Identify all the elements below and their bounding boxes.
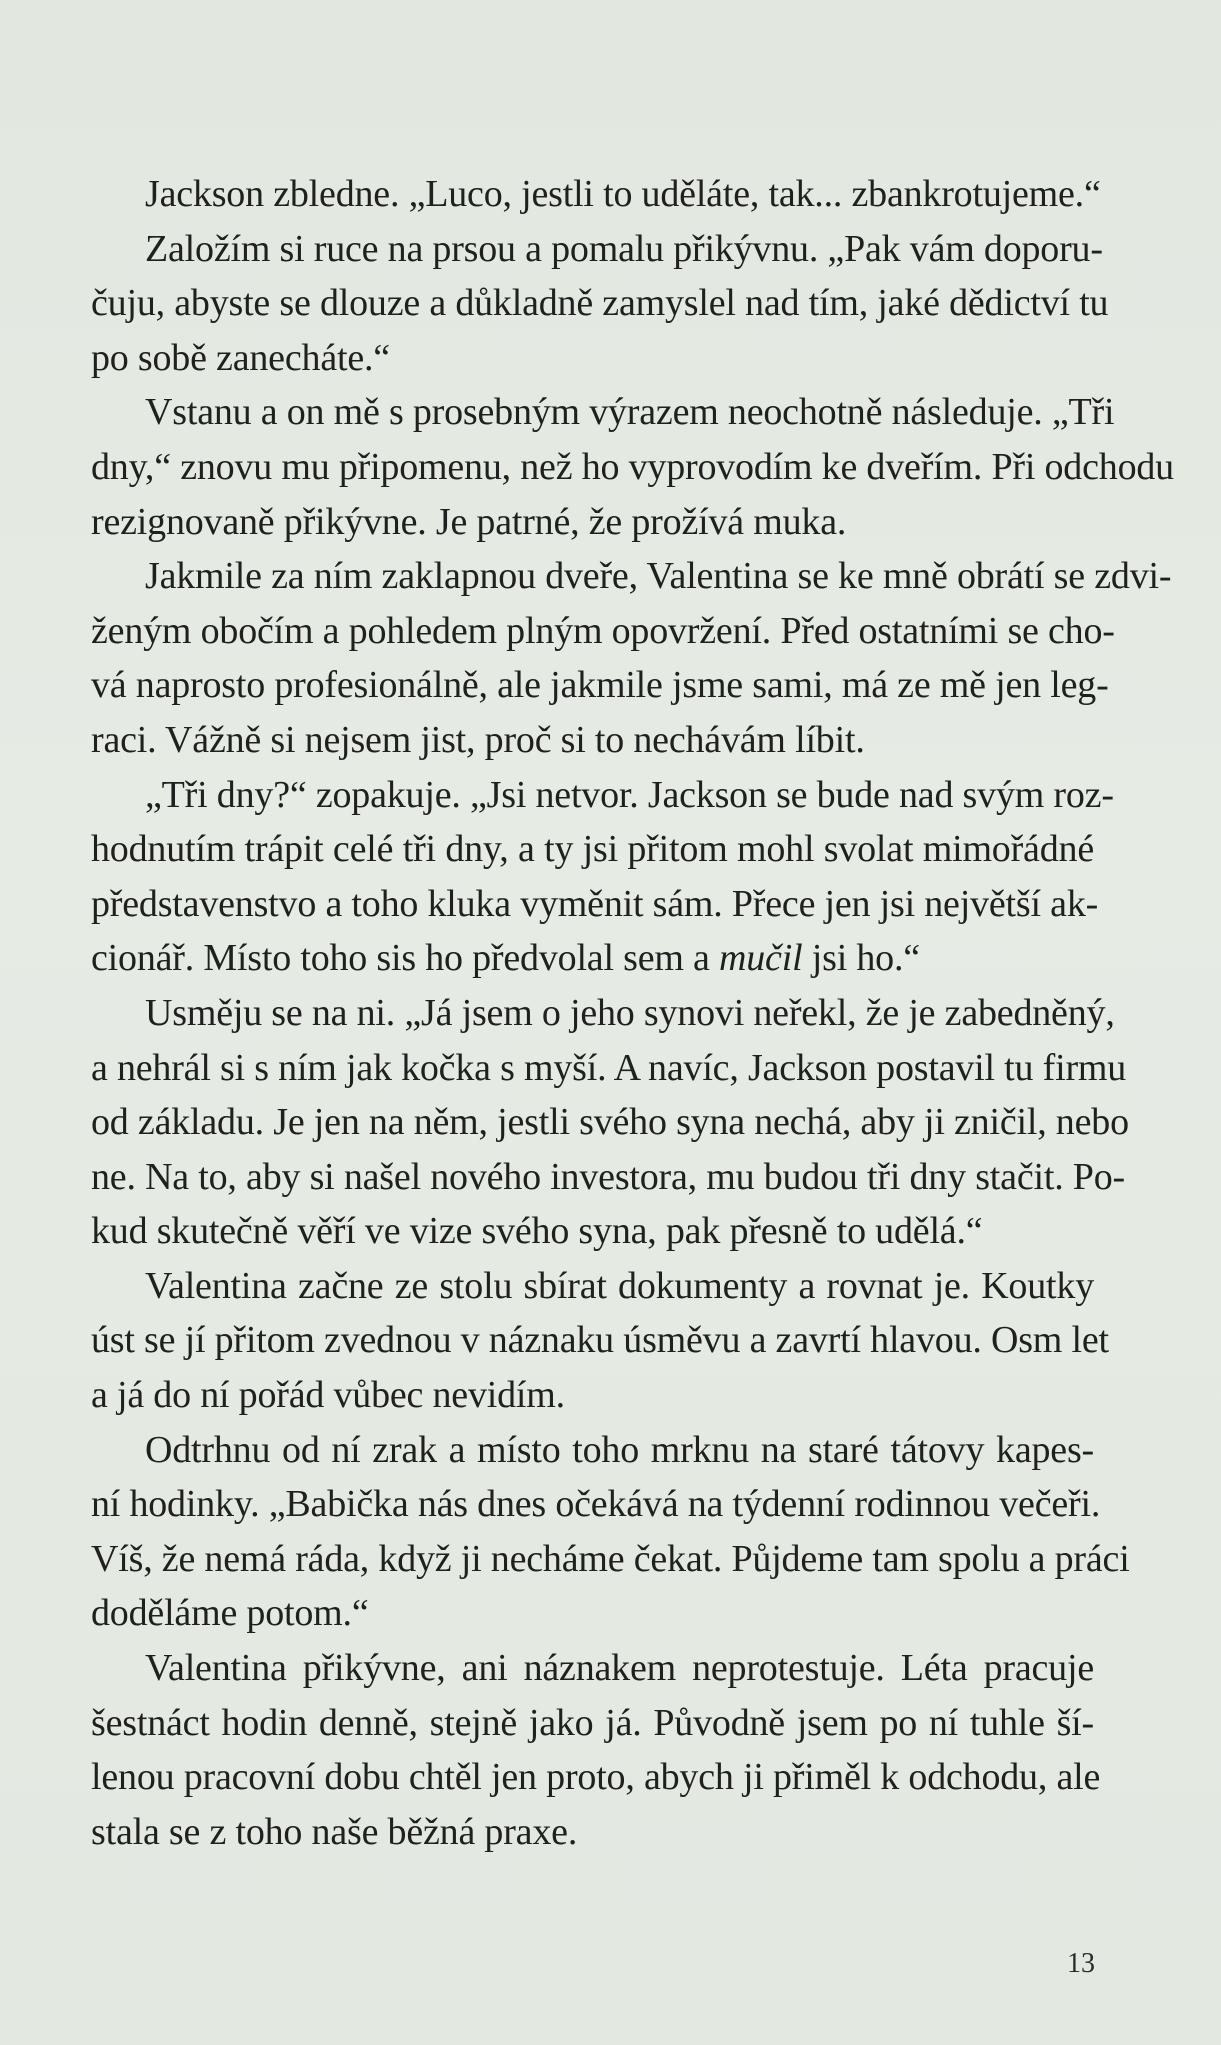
text-line: dny,“ znovu mu připomenu, než ho vyprovodím ke dveřím. Při odchodu [91, 445, 1174, 488]
text-line: Jackson zbledne. „Luco, jestli to uděláte, tak... zbankrotujeme.“ [145, 173, 1101, 215]
text-line: Jakmile za ním zaklapnou dveře, Valentina se ke mně obrátí se zdvi- [145, 555, 1172, 598]
text-line: doděláme potom.“ [91, 1592, 369, 1635]
text-line [91, 931, 1094, 986]
text-line: Odtrhnu od ní zrak a místo toho mrknu na staré tátovy kapes- [145, 1428, 1094, 1471]
italic-word: mučil [719, 937, 803, 980]
text-line: Víš, že nemá ráda, když ji necháme čekat. Půjdeme tam spolu a práci [91, 1537, 1130, 1580]
text-line: šestnáct hodin denně, stejně jako já. Původně jsem po ní tuhle ší- [91, 1701, 1094, 1744]
text-line: „Tři dny?“ zopakuje. „Jsi netvor. Jackson se bude nad svým roz- [145, 773, 1114, 816]
text-line: ženým obočím a pohledem plným opovržení. Před ostatními se cho- [91, 609, 1115, 652]
text-line: ne. Na to, aby si našel nového investora, mu budou tři dny stačit. Po- [91, 1155, 1125, 1198]
text-line: ní hodinky. „Babička nás dnes očekává na týdenní rodinnou večeři. [91, 1483, 1101, 1526]
text-line: představenstvo a toho kluka vyměnit sám. Přece jen jsi největší ak- [91, 882, 1099, 925]
text-line: Vstanu a on mě s prosebným výrazem neochotně následuje. „Tři [145, 391, 1115, 434]
text-line: po sobě zanecháte.“ [91, 336, 390, 379]
text-line: Založím si ruce na prsou a pomalu přikývnu. „Pak vám doporu- [145, 227, 1103, 270]
text-line: Valentina začne ze stolu sbírat dokumenty a rovnat je. Koutky [145, 1264, 1094, 1307]
text-line: hodnutím trápit celé tři dny, a ty jsi přitom mohl svolat mimořádné [91, 828, 1094, 871]
text-line: lenou pracovní dobu chtěl jen proto, abych ji přiměl k odchodu, ale [91, 1756, 1101, 1799]
text-line: stala se z toho naše běžná praxe. [91, 1810, 578, 1853]
text-line: Valentina přikývne, ani náznakem neprotestuje. Léta pracuje [145, 1647, 1094, 1690]
body-text [91, 167, 1174, 1859]
text-line: od základu. Je jen na něm, jestli svého syna nechá, aby ji zničil, nebo [91, 1101, 1129, 1144]
page-number: 13 [1067, 1948, 1095, 1979]
text-line: kud skutečně věří ve vize svého syna, pak přesně to udělá.“ [91, 1210, 983, 1253]
text-line: čuju, abyste se dlouze a důkladně zamyslel nad tím, jaké dědictví tu [91, 282, 1109, 325]
text-segment: cionář. Místo toho sis ho předvolal sem a [91, 937, 720, 980]
text-line: vá naprosto profesionálně, ale jakmile jsme sami, má ze mě jen leg- [91, 664, 1109, 707]
text-line: Usměju se na ni. „Já jsem o jeho synovi neřekl, že je zabedněný, [145, 991, 1115, 1034]
text-line: raci. Vážně si nejsem jist, proč si to nechávám líbit. [91, 718, 865, 761]
text-line: a já do ní pořád vůbec nevidím. [91, 1374, 565, 1417]
text-line: rezignovaně přikývne. Je patrné, že prožívá muka. [91, 500, 847, 543]
text-line: úst se jí přitom zvednou v náznaku úsměvu a zavrtí hlavou. Osm let [91, 1319, 1109, 1362]
text-segment: jsi ho.“ [802, 937, 920, 980]
text-line: a nehrál si s ním jak kočka s myší. A navíc, Jackson postavil tu firmu [91, 1046, 1127, 1089]
